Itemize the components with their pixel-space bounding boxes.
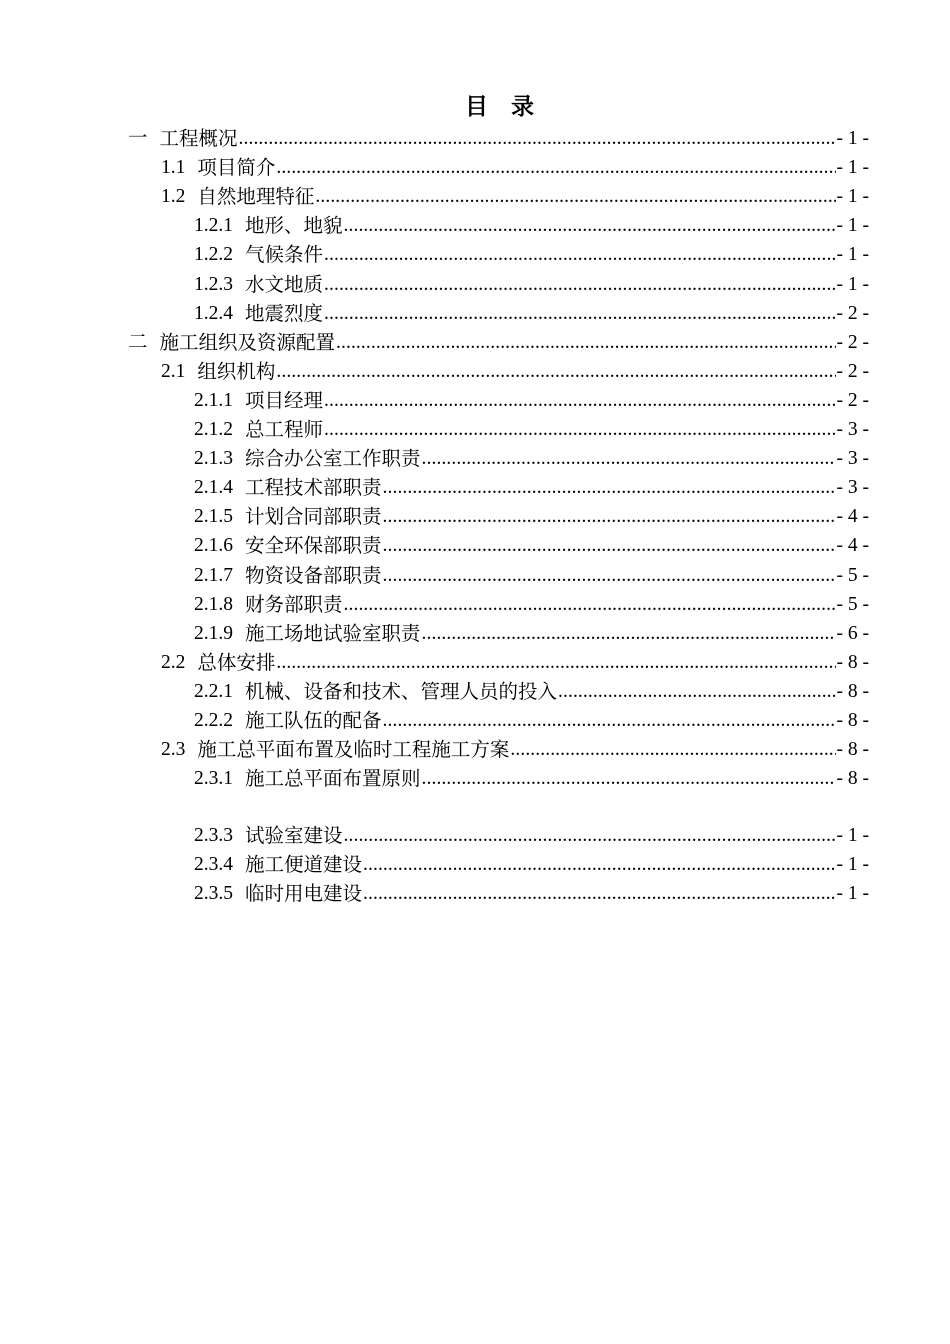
- toc-entry-label: 施工组织及资源配置: [159, 330, 336, 354]
- toc-entry-number: 2.1.9: [194, 622, 233, 644]
- toc-entry-number: 2.1: [161, 360, 186, 382]
- toc-entry-page: - 1 -: [836, 186, 869, 208]
- dot-leader: [383, 709, 836, 733]
- toc-entry-page: - 1 -: [836, 273, 869, 295]
- toc-entry-label: 机械、设备和技术、管理人员的投入: [245, 679, 558, 703]
- toc-entry-number: 1.2.4: [194, 302, 233, 324]
- toc-entry[interactable]: [128, 122, 869, 151]
- toc-entry-page: - 8 -: [836, 651, 869, 673]
- toc-entry-page: - 5 -: [836, 593, 869, 615]
- toc-entry[interactable]: [128, 209, 869, 238]
- toc-entry-label: 自然地理特征: [197, 185, 315, 209]
- toc-entry-number: 2.3.3: [194, 825, 233, 847]
- toc-entry-number: 2.3.1: [194, 768, 233, 790]
- toc-entry-label: 工程技术部职责: [245, 476, 382, 500]
- toc-entry[interactable]: [128, 762, 869, 791]
- toc-entry-page: - 2 -: [836, 360, 869, 382]
- toc-entry-label: 施工总平面布置及临时工程施工方案: [197, 738, 510, 762]
- toc-entry-label: 项目经理: [245, 388, 324, 412]
- toc-entry[interactable]: [128, 646, 869, 675]
- toc-entry-label: 临时用电建设: [245, 882, 363, 906]
- dot-leader: [383, 534, 836, 558]
- toc-entry[interactable]: [128, 442, 869, 471]
- toc-entry-label: 施工总平面布置原则: [245, 767, 421, 791]
- dot-leader: [558, 680, 835, 704]
- toc-entry-page: - 8 -: [836, 739, 869, 761]
- toc-entry-page: - 2 -: [836, 302, 869, 324]
- toc-entry-label: 试验室建设: [245, 824, 343, 848]
- toc-entry-label: 总工程师: [245, 418, 324, 442]
- toc-entry-number: 1.1: [161, 157, 186, 179]
- toc-entry-number: 2.1.2: [194, 419, 233, 441]
- toc-entry[interactable]: [128, 267, 869, 296]
- table-of-contents: [128, 122, 869, 906]
- toc-entry[interactable]: [128, 384, 869, 413]
- dot-leader: [276, 156, 835, 180]
- toc-entry[interactable]: [128, 617, 869, 646]
- toc-entry[interactable]: [128, 733, 869, 762]
- toc-entry-number: 2.3.5: [194, 883, 233, 905]
- toc-title-char-1: 目: [465, 93, 489, 120]
- toc-entry[interactable]: [128, 675, 869, 704]
- toc-entry-page: - 2 -: [836, 331, 869, 353]
- toc-entry-label: 总体安排: [197, 650, 276, 674]
- toc-entry[interactable]: [128, 297, 869, 326]
- toc-entry-number: 1.2.1: [194, 215, 233, 237]
- dot-leader: [363, 882, 835, 906]
- toc-entry-number: 1.2.3: [194, 273, 233, 295]
- dot-leader: [344, 824, 836, 848]
- toc-entry-number: 2.3.4: [194, 854, 233, 876]
- dot-leader: [336, 331, 835, 355]
- dot-leader: [344, 214, 836, 238]
- dot-leader: [383, 505, 836, 529]
- toc-entry-label: 地形、地貌: [245, 214, 343, 238]
- dot-leader: [324, 389, 835, 413]
- toc-entry-number: 2.2: [161, 651, 186, 673]
- toc-entry-page: - 1 -: [836, 244, 869, 266]
- dot-leader: [422, 622, 836, 646]
- toc-entry-label: 项目简介: [197, 156, 276, 180]
- dot-leader: [324, 418, 835, 442]
- dot-leader: [324, 243, 835, 267]
- toc-entry-page: - 1 -: [836, 883, 869, 905]
- toc-title-char-2: 录: [511, 93, 535, 120]
- toc-entry[interactable]: [128, 151, 869, 180]
- toc-entry-label: 物资设备部职责: [245, 563, 382, 587]
- dot-leader: [510, 738, 835, 762]
- dot-leader: [363, 853, 835, 877]
- toc-entry-number: 2.1.3: [194, 448, 233, 470]
- toc-entry[interactable]: [128, 877, 869, 906]
- toc-entry-page: - 3 -: [836, 448, 869, 470]
- toc-entry-number: 2.1.5: [194, 506, 233, 528]
- toc-entry-label: 综合办公室工作职责: [245, 447, 421, 471]
- dot-leader: [422, 767, 836, 791]
- dot-leader: [276, 360, 835, 384]
- toc-entry-number: 2.2.1: [194, 680, 233, 702]
- toc-entry-label: 水文地质: [245, 272, 324, 296]
- toc-entry-page: - 2 -: [836, 389, 869, 411]
- toc-entry-number: 2.1.1: [194, 389, 233, 411]
- toc-entry[interactable]: [128, 848, 869, 877]
- toc-entry-number: 2.1.8: [194, 593, 233, 615]
- toc-entry-label: 工程概况: [159, 127, 238, 151]
- toc-entry-page: - 8 -: [836, 768, 869, 790]
- toc-entry[interactable]: [128, 471, 869, 500]
- toc-entry[interactable]: [128, 326, 869, 355]
- toc-entry-label: 气候条件: [245, 243, 324, 267]
- dot-leader: [239, 127, 836, 151]
- toc-entry[interactable]: [128, 558, 869, 587]
- toc-entry-label: 地震烈度: [245, 301, 324, 325]
- dot-leader: [344, 593, 836, 617]
- toc-entry-number: 2.3: [161, 739, 186, 761]
- toc-entry-number: 2.1.7: [194, 564, 233, 586]
- dot-leader: [315, 185, 835, 209]
- toc-entry-page: - 1 -: [836, 128, 869, 150]
- toc-entry[interactable]: [128, 529, 869, 558]
- dot-leader: [383, 564, 836, 588]
- toc-entry[interactable]: [128, 819, 869, 848]
- dot-leader: [276, 651, 835, 675]
- toc-entry-number: 一: [128, 128, 148, 150]
- toc-entry[interactable]: [128, 180, 869, 209]
- toc-entry-page: - 4 -: [836, 506, 869, 528]
- toc-entry-number: 二: [128, 331, 148, 353]
- toc-entry-label: 安全环保部职责: [245, 534, 382, 558]
- toc-entry-label: 财务部职责: [245, 592, 343, 616]
- toc-entry-page: - 6 -: [836, 622, 869, 644]
- toc-entry-number: 2.1.6: [194, 535, 233, 557]
- toc-entry-number: 1.2: [161, 186, 186, 208]
- toc-entry-page: - 5 -: [836, 564, 869, 586]
- toc-entry-page: - 1 -: [836, 854, 869, 876]
- toc-entry-page: - 8 -: [836, 680, 869, 702]
- toc-entry[interactable]: [128, 588, 869, 617]
- toc-entry-page: - 4 -: [836, 535, 869, 557]
- dot-leader: [324, 273, 835, 297]
- toc-entry-number: 2.1.4: [194, 477, 233, 499]
- toc-entry-page: - 1 -: [836, 825, 869, 847]
- toc-entry-label: 组织机构: [197, 359, 276, 383]
- toc-title: [0, 92, 950, 122]
- toc-entry[interactable]: [128, 238, 869, 267]
- toc-entry-page: - 8 -: [836, 709, 869, 731]
- toc-entry[interactable]: [128, 500, 869, 529]
- toc-entry[interactable]: [128, 413, 869, 442]
- toc-entry-page: - 3 -: [836, 477, 869, 499]
- toc-entry-page: - 1 -: [836, 157, 869, 179]
- dot-leader: [422, 447, 836, 471]
- toc-entry[interactable]: [128, 355, 869, 384]
- toc-entry-label: 施工队伍的配备: [245, 708, 382, 732]
- toc-entry[interactable]: [128, 704, 869, 733]
- dot-leader: [383, 476, 836, 500]
- dot-leader: [324, 302, 835, 326]
- toc-entry-page: - 1 -: [836, 215, 869, 237]
- toc-entry-page: - 3 -: [836, 419, 869, 441]
- toc-entry-label: 计划合同部职责: [245, 505, 382, 529]
- toc-entry-number: 1.2.2: [194, 244, 233, 266]
- toc-entry-label: 施工场地试验室职责: [245, 621, 421, 645]
- toc-entry-label: 施工便道建设: [245, 853, 363, 877]
- toc-entry-number: 2.2.2: [194, 709, 233, 731]
